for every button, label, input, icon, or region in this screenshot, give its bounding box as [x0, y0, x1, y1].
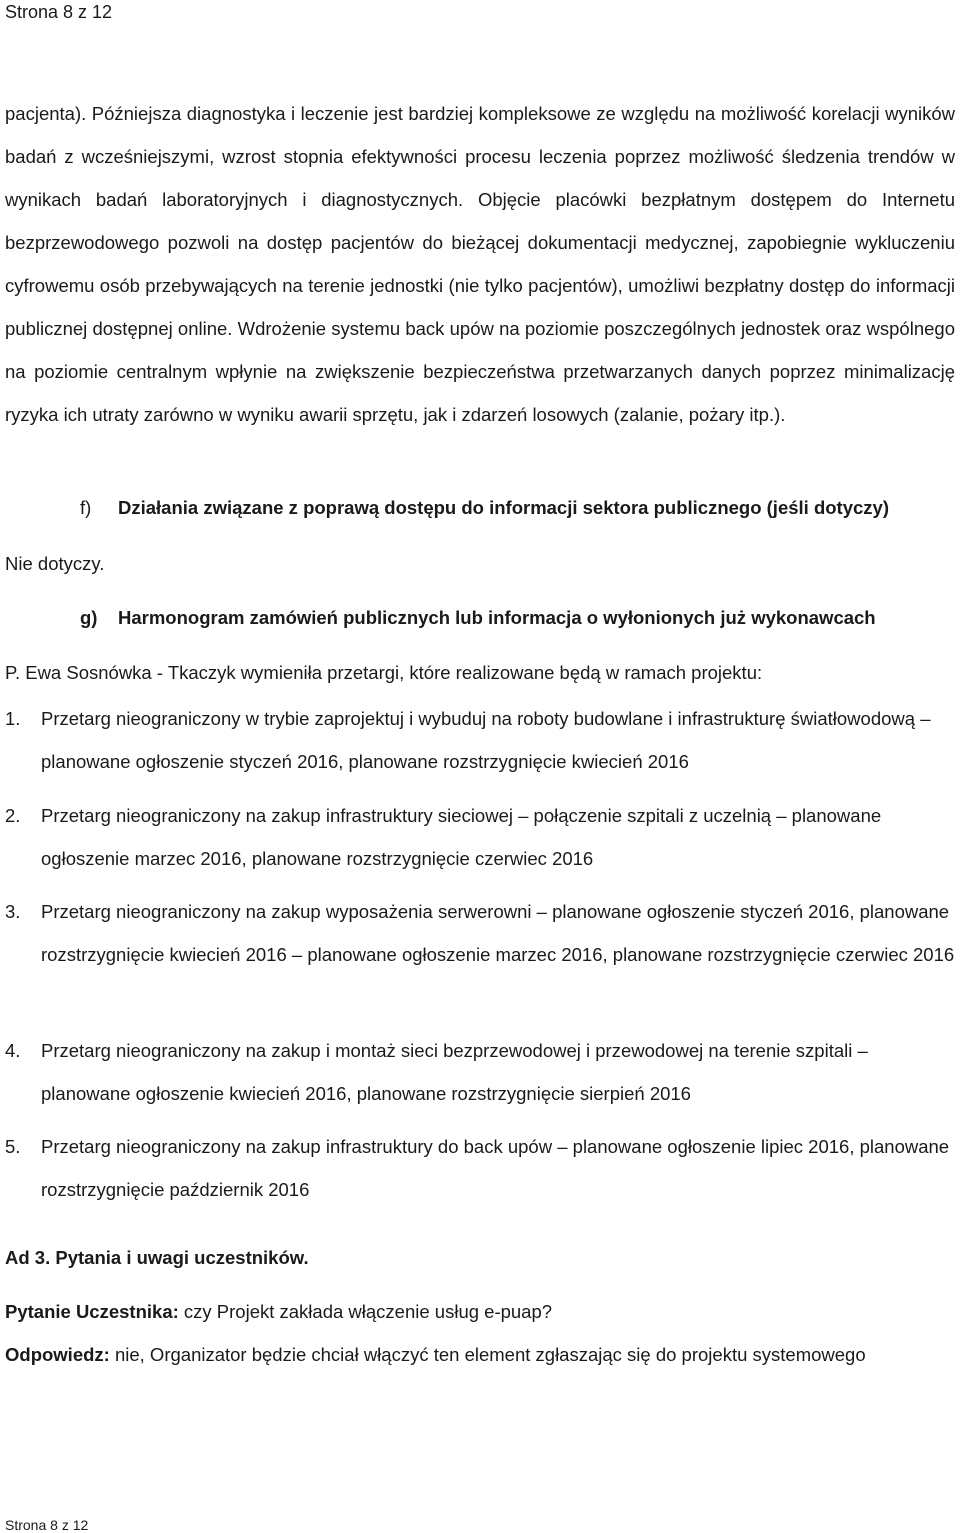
list-item-number: 5.: [5, 1136, 21, 1157]
section-ad3-title: Ad 3. Pytania i uwagi uczestników.: [5, 1247, 309, 1268]
page-footer: Strona 8 z 12: [5, 1517, 89, 1533]
list-item-text: Przetarg nieograniczony na zakup i montaż sieci bezprzewodowej i przewodowej na terenie szpitali – planowane ogłoszenie kwiecień 2016, planowane rozstrzygnięcie sierpień 2016: [41, 1040, 868, 1104]
section-f-body: Nie dotyczy.: [5, 553, 105, 574]
question-text: czy Projekt zakłada włączenie usług e-puap?: [178, 1301, 553, 1322]
list-item-text: Przetarg nieograniczony na zakup infrastruktury sieciowej – połączenie szpitali z uczelnią – planowane ogłoszenie marzec 2016, planowane rozstrzygnięcie czerwiec 2016: [41, 805, 882, 869]
list-item-number: 2.: [5, 805, 21, 826]
list-item-number: 4.: [5, 1040, 21, 1061]
section-g-title: Harmonogram zamówień publicznych lub informacja o wyłonionych już wykonawcach: [118, 607, 876, 628]
answer-paragraph: [5, 1333, 955, 1376]
section-f-letter: f): [80, 497, 92, 518]
section-g-heading: [80, 606, 876, 630]
section-f-heading: [80, 496, 889, 520]
section-f-title: Działania związane z poprawą dostępu do informacji sektora publicznego (jeśli dotyczy): [118, 497, 889, 518]
list-item-number: 1.: [5, 708, 21, 729]
list-item-text: Przetarg nieograniczony na zakup wyposażenia serwerowni – planowane ogłoszenie styczeń 2016, planowane rozstrzygnięcie kwiecień 2016 – planowane ogłoszenie marzec 2016, planowane rozstrzygnięcie czerwiec 2016: [41, 901, 955, 965]
section-g-letter: g): [80, 607, 98, 628]
body-paragraph: pacjenta). Późniejsza diagnostyka i leczenie jest bardziej kompleksowe ze względu na możliwość korelacji wyników badań z wcześniejszymi, wzrost stopnia efektywności procesu leczenia poprzez możliwość śledzenia trendów w wynikach badań laboratoryjnych i diagnostycznych. Objęcie placówki bezpłatnym dostępem do Internetu bezprzewodowego pozwoli na dostęp pacjentów do bieżącej dokumentacji medycznej, zapobiegnie wykluczeniu cyfrowemu osób przebywających na terenie jednostki (nie tylko pacjentów), umożliwi bezpłatny dostęp do informacji publicznej dostępnej online. Wdrożenie systemu back upów na poziomie poszczególnych jednostek oraz wspólnego na poziomie centralnym wpłynie na zwiększenie bezpieczeństwa przetwarzanych danych poprzez minimalizację ryzyka ich utraty zarówno w wyniku awarii sprzętu, jak i zdarzeń losowych (zalanie, pożary itp.).: [5, 103, 955, 425]
list-item-text: Przetarg nieograniczony w trybie zaprojektuj i wybuduj na roboty budowlane i infrastrukturę światłowodową – planowane ogłoszenie styczeń 2016, planowane rozstrzygnięcie kwiecień 2016: [41, 708, 931, 772]
list-item-text: Przetarg nieograniczony na zakup infrastruktury do back upów – planowane ogłoszenie lipiec 2016, planowane rozstrzygnięcie październik 2016: [41, 1136, 950, 1200]
answer-label: Odpowiedz:: [5, 1344, 110, 1365]
page-header: Strona 8 z 12: [5, 2, 113, 22]
question-line: [5, 1290, 955, 1333]
section-g-intro: P. Ewa Sosnówka - Tkaczyk wymieniła przetargi, które realizowane będą w ramach projektu:: [5, 662, 763, 683]
list-item-number: 3.: [5, 901, 21, 922]
answer-text: nie, Organizator będzie chciał włączyć ten element zgłaszając się do projektu systemowego: [109, 1344, 866, 1365]
question-label: Pytanie Uczestnika:: [5, 1301, 179, 1322]
